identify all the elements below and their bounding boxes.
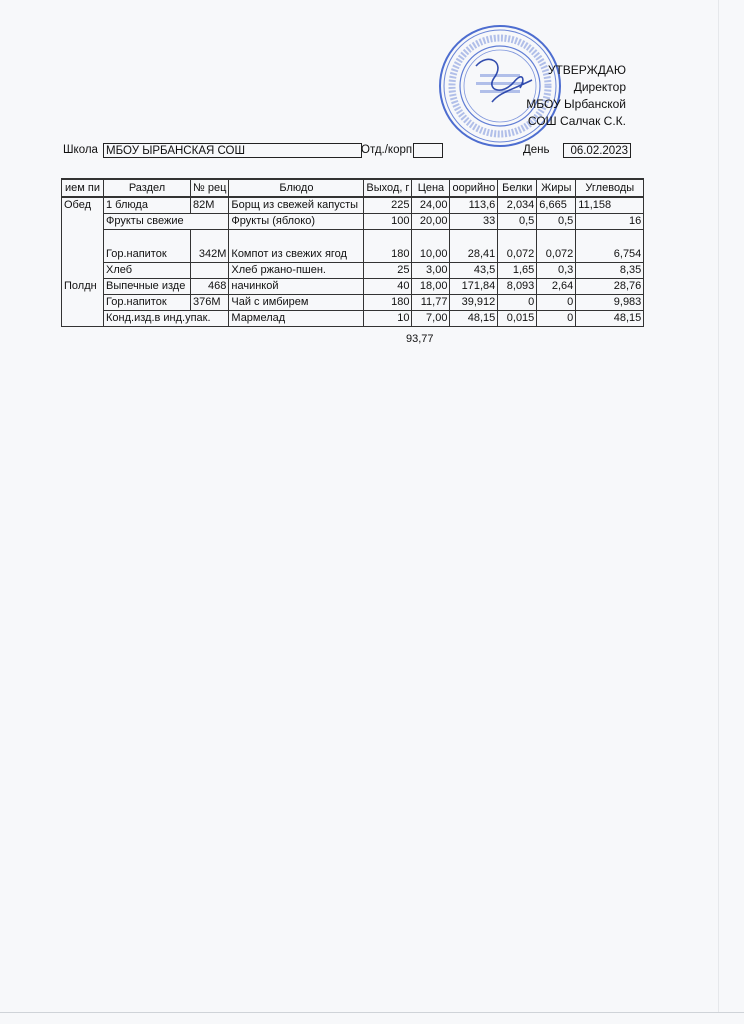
col-carbs: Углеводы	[576, 179, 644, 197]
col-section: Раздел	[104, 179, 191, 197]
cell-kcal: 39,912	[450, 295, 498, 311]
cell-meal	[62, 263, 104, 279]
day-value: 06.02.2023	[563, 143, 631, 158]
col-portion: Выход, г	[364, 179, 412, 197]
col-recipe: № рец	[191, 179, 229, 197]
cell-carbs: 8,35	[576, 263, 644, 279]
cell-portion: 180	[364, 230, 412, 263]
menu-table	[61, 178, 644, 327]
cell-kcal: 33	[450, 214, 498, 230]
cell-meal	[62, 295, 104, 311]
cell-recipe: 342М	[191, 230, 229, 263]
cell-portion: 40	[364, 279, 412, 295]
cell-carbs: 28,76	[576, 279, 644, 295]
approval-position: Директор	[573, 80, 626, 94]
table-row	[62, 295, 644, 311]
cell-protein: 0,5	[498, 214, 537, 230]
cell-dish: Фрукты (яблоко)	[229, 214, 364, 230]
cell-fat: 6,665	[537, 197, 576, 214]
cell-section: Гор.напиток	[104, 295, 191, 311]
col-kcal: оорийно	[450, 179, 498, 197]
cell-carbs: 48,15	[576, 311, 644, 327]
cell-kcal: 28,41	[450, 230, 498, 263]
cell-portion: 25	[364, 263, 412, 279]
approval-block	[526, 62, 626, 130]
total-price: 93,77	[406, 333, 434, 345]
cell-portion: 225	[364, 197, 412, 214]
col-dish: Блюдо	[229, 179, 364, 197]
cell-kcal: 171,84	[450, 279, 498, 295]
col-protein: Белки	[498, 179, 537, 197]
cell-dish: Мармелад	[229, 311, 364, 327]
cell-recipe: 82М	[191, 197, 229, 214]
cell-protein: 0,072	[498, 230, 537, 263]
cell-price: 24,00	[412, 197, 450, 214]
cell-fat: 0,5	[537, 214, 576, 230]
cell-fat: 0,3	[537, 263, 576, 279]
dept-value	[413, 143, 443, 158]
cell-protein: 1,65	[498, 263, 537, 279]
cell-price: 20,00	[412, 214, 450, 230]
cell-fat: 0	[537, 311, 576, 327]
cell-fat: 2,64	[537, 279, 576, 295]
cell-carbs: 11,158	[576, 197, 644, 214]
cell-dish: Компот из свежих ягод	[229, 230, 364, 263]
day-label: День	[523, 144, 550, 156]
cell-carbs: 9,983	[576, 295, 644, 311]
cell-price: 7,00	[412, 311, 450, 327]
cell-section: Фрукты свежие	[104, 214, 229, 230]
cell-dish: Борщ из свежей капусты	[229, 197, 364, 214]
cell-protein: 2,034	[498, 197, 537, 214]
col-fat: Жиры	[537, 179, 576, 197]
cell-portion: 10	[364, 311, 412, 327]
cell-recipe: 376М	[191, 295, 229, 311]
cell-section: Хлеб	[104, 263, 191, 279]
col-price: Цена	[412, 179, 450, 197]
cell-section: 1 блюда	[104, 197, 191, 214]
table-header-row	[62, 179, 644, 197]
cell-protein: 0,015	[498, 311, 537, 327]
cell-kcal: 48,15	[450, 311, 498, 327]
approval-signatory: СОШ Салчак С.К.	[527, 114, 626, 128]
cell-recipe: 468	[191, 279, 229, 295]
cell-protein: 0	[498, 295, 537, 311]
cell-price: 11,77	[412, 295, 450, 311]
cell-portion: 100	[364, 214, 412, 230]
cell-price: 3,00	[412, 263, 450, 279]
approval-organization: МБОУ Ырбанской	[526, 97, 626, 111]
table-row	[62, 279, 644, 295]
cell-meal	[62, 214, 104, 230]
table-row	[62, 197, 644, 214]
table-row	[62, 214, 644, 230]
cell-meal: Обед	[62, 197, 104, 214]
cell-meal	[62, 230, 104, 263]
cell-fat: 0	[537, 295, 576, 311]
table-row	[62, 311, 644, 327]
cell-carbs: 16	[576, 214, 644, 230]
cell-section: Гор.напиток	[104, 230, 191, 263]
dept-label: Отд./корп	[361, 144, 413, 156]
cell-price: 10,00	[412, 230, 450, 263]
page-bottom-edge	[0, 1012, 744, 1013]
approval-title: УТВЕРЖДАЮ	[547, 63, 626, 77]
cell-meal	[62, 311, 104, 327]
cell-dish: Хлеб ржано-пшен.	[229, 263, 364, 279]
page-right-edge	[718, 0, 719, 1012]
cell-price: 18,00	[412, 279, 450, 295]
cell-protein: 8,093	[498, 279, 537, 295]
school-label: Школа	[63, 144, 98, 156]
cell-carbs: 6,754	[576, 230, 644, 263]
col-meal: ием пи	[62, 179, 104, 197]
cell-meal: Полдн	[62, 279, 104, 295]
cell-fat: 0,072	[537, 230, 576, 263]
school-value: МБОУ ЫРБАНСКАЯ СОШ	[103, 143, 362, 158]
cell-recipe	[191, 263, 229, 279]
table-row	[62, 263, 644, 279]
cell-portion: 180	[364, 295, 412, 311]
cell-kcal: 43,5	[450, 263, 498, 279]
cell-kcal: 113,6	[450, 197, 498, 214]
cell-dish: начинкой	[229, 279, 364, 295]
cell-dish: Чай с имбирем	[229, 295, 364, 311]
cell-section: Выпечные изде	[104, 279, 191, 295]
cell-section: Конд.изд.в инд.упак.	[104, 311, 229, 327]
table-row	[62, 230, 644, 263]
